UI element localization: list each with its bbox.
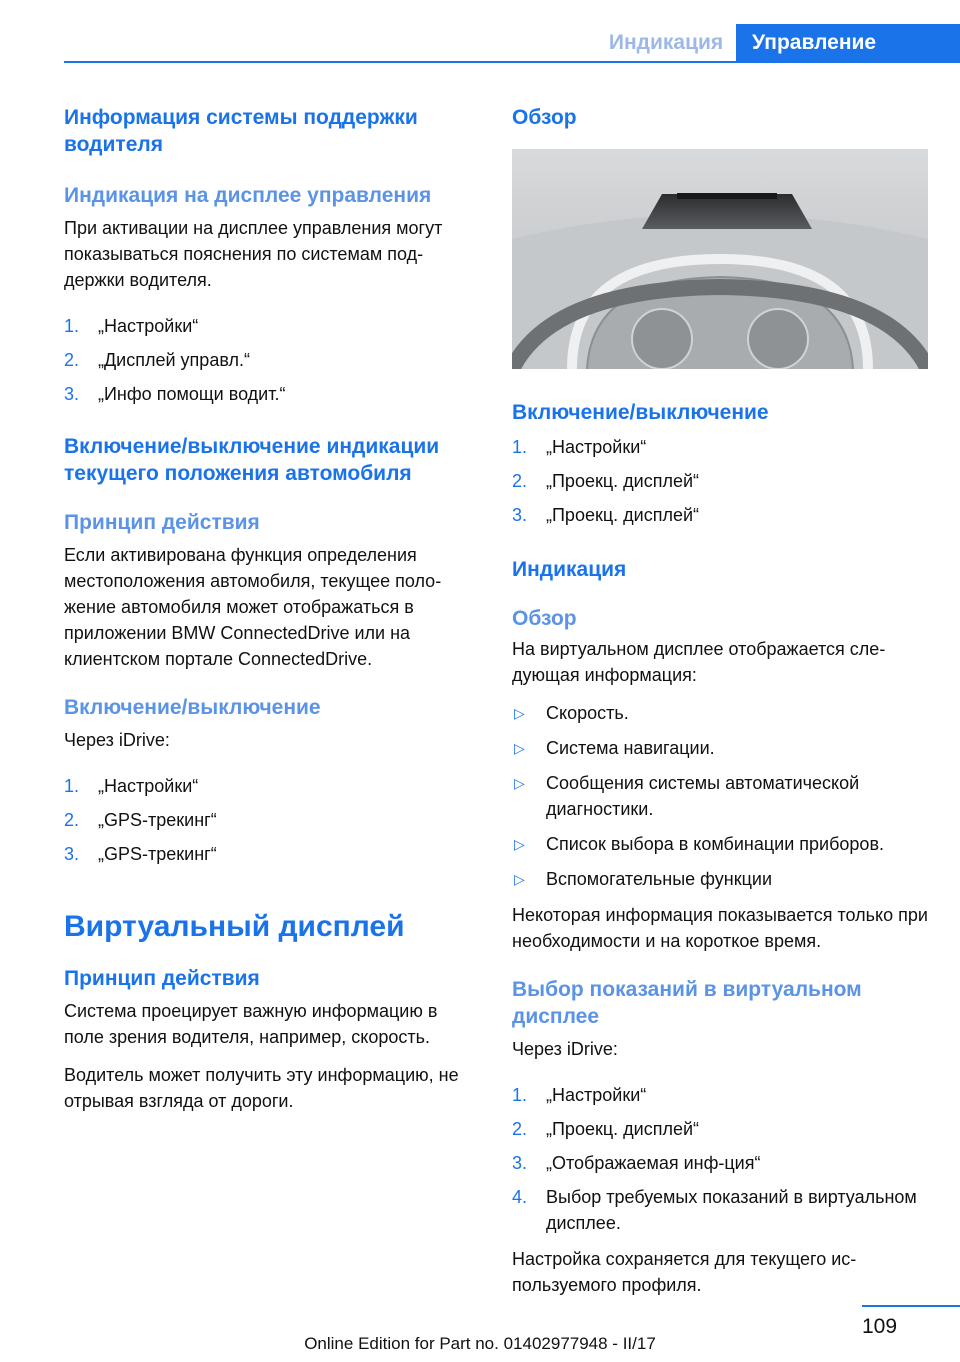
steps-list-1: [64, 313, 476, 407]
list-item: 1. „Настройки“: [64, 316, 199, 336]
triangle-bullet-icon: ▷: [514, 740, 525, 756]
section-heading-on-off: Включение/выключение: [512, 401, 769, 424]
steps-list-3: [512, 434, 932, 528]
subheading-select-readings: Выбор показаний в виртуальном дисплее: [512, 978, 862, 1028]
page-number: 109: [862, 1315, 898, 1338]
footer-rule: [862, 1305, 960, 1307]
footer-edition-text: Online Edition for Part no. 01402977948 - II/17: [304, 1334, 656, 1353]
left-column: [64, 100, 476, 1114]
list-item: 4. Выбор требуемых показаний в виртуальном дисплее.: [512, 1187, 917, 1233]
list-item: 2. „Проекц. дисплей“: [512, 471, 700, 491]
section-heading-indication: Индикация: [512, 558, 627, 581]
paragraph-virtual-display-info: На виртуальном дисплее отображается следующая информация:: [512, 639, 886, 685]
list-item: 3. „Проекц. дисплей“: [512, 505, 700, 525]
list-item: 3. „Отображаемая инф-ция“: [512, 1153, 761, 1173]
header-tab-indication: Индикация: [608, 31, 724, 54]
triangle-bullet-icon: ▷: [514, 871, 525, 887]
list-item: 1. „Настройки“: [64, 776, 199, 796]
list-item: ▷ Сообщения системы автоматической диагностики.: [512, 770, 932, 822]
bullet-list: [512, 700, 932, 892]
subheading-overview: Обзор: [512, 607, 577, 630]
section-heading-principle: Принцип действия: [64, 967, 260, 990]
header-rule: [64, 61, 960, 63]
section-heading-vehicle-position: Включение/выключение индикации текущего положения автомобиля: [64, 435, 440, 485]
section-heading-driver-assist-info: Информация системы поддержки водителя: [64, 106, 418, 156]
paragraph-via-idrive: Через iDrive:: [64, 730, 170, 750]
paragraph-profile: Настройка сохраняется для текущего используемого профиля.: [512, 1249, 857, 1295]
list-item: 2. „GPS-трекинг“: [64, 810, 217, 830]
paragraph-principle: Если активирована функция определения местоположения автомобиля, текущее положение автомобиля может отображаться в приложении BMW ConnectedDrive или на клиентском портале ConnectedDrive.: [64, 545, 442, 669]
triangle-bullet-icon: ▷: [514, 836, 525, 852]
section-heading-overview: Обзор: [512, 106, 577, 129]
paragraph-via-idrive: Через iDrive:: [512, 1039, 618, 1059]
list-item: ▷ Вспомогательные функции: [512, 866, 932, 892]
list-item: ▷ Список выбора в комбинации приборов.: [512, 831, 932, 857]
chapter-heading-virtual-display: Виртуальный дисплей: [64, 910, 405, 943]
list-item: 3. „Инфо помощи водит.“: [64, 384, 286, 404]
list-item: ▷ Система навигации.: [512, 735, 932, 761]
list-item: 1. „Настройки“: [512, 1085, 647, 1105]
list-item: 3. „GPS-трекинг“: [64, 844, 217, 864]
list-item: ▷ Скорость.: [512, 700, 932, 726]
subheading-principle: Принцип действия: [64, 511, 260, 534]
list-item: 2. „Дисплей управл.“: [64, 350, 250, 370]
header-tab-controls: Управление: [736, 24, 960, 62]
subheading-on-off: Включение/выключение: [64, 696, 321, 719]
paragraph-short-time: Некоторая информация показывается только при необходимости и на короткое время.: [512, 905, 928, 951]
right-column: [512, 100, 932, 1298]
list-item: 2. „Проекц. дисплей“: [512, 1119, 700, 1139]
triangle-bullet-icon: ▷: [514, 705, 525, 721]
dashboard-photo: [512, 149, 928, 369]
dashboard-illustration: [512, 149, 928, 369]
paragraph-driver: Водитель может получить эту информацию, не отрывая взгляда от дороги.: [64, 1065, 459, 1111]
list-item: 1. „Настройки“: [512, 437, 647, 457]
paragraph-control-display: При активации на дисплее управления могут показываться пояснения по системам поддержки водителя.: [64, 218, 443, 290]
steps-list-2: [64, 773, 476, 867]
triangle-bullet-icon: ▷: [514, 775, 525, 791]
paragraph-projection: Система проецирует важную информацию в поле зрения водителя, например, скорость.: [64, 1001, 438, 1047]
steps-list-4: [512, 1082, 932, 1236]
subheading-control-display: Индикация на дисплее управления: [64, 184, 432, 207]
